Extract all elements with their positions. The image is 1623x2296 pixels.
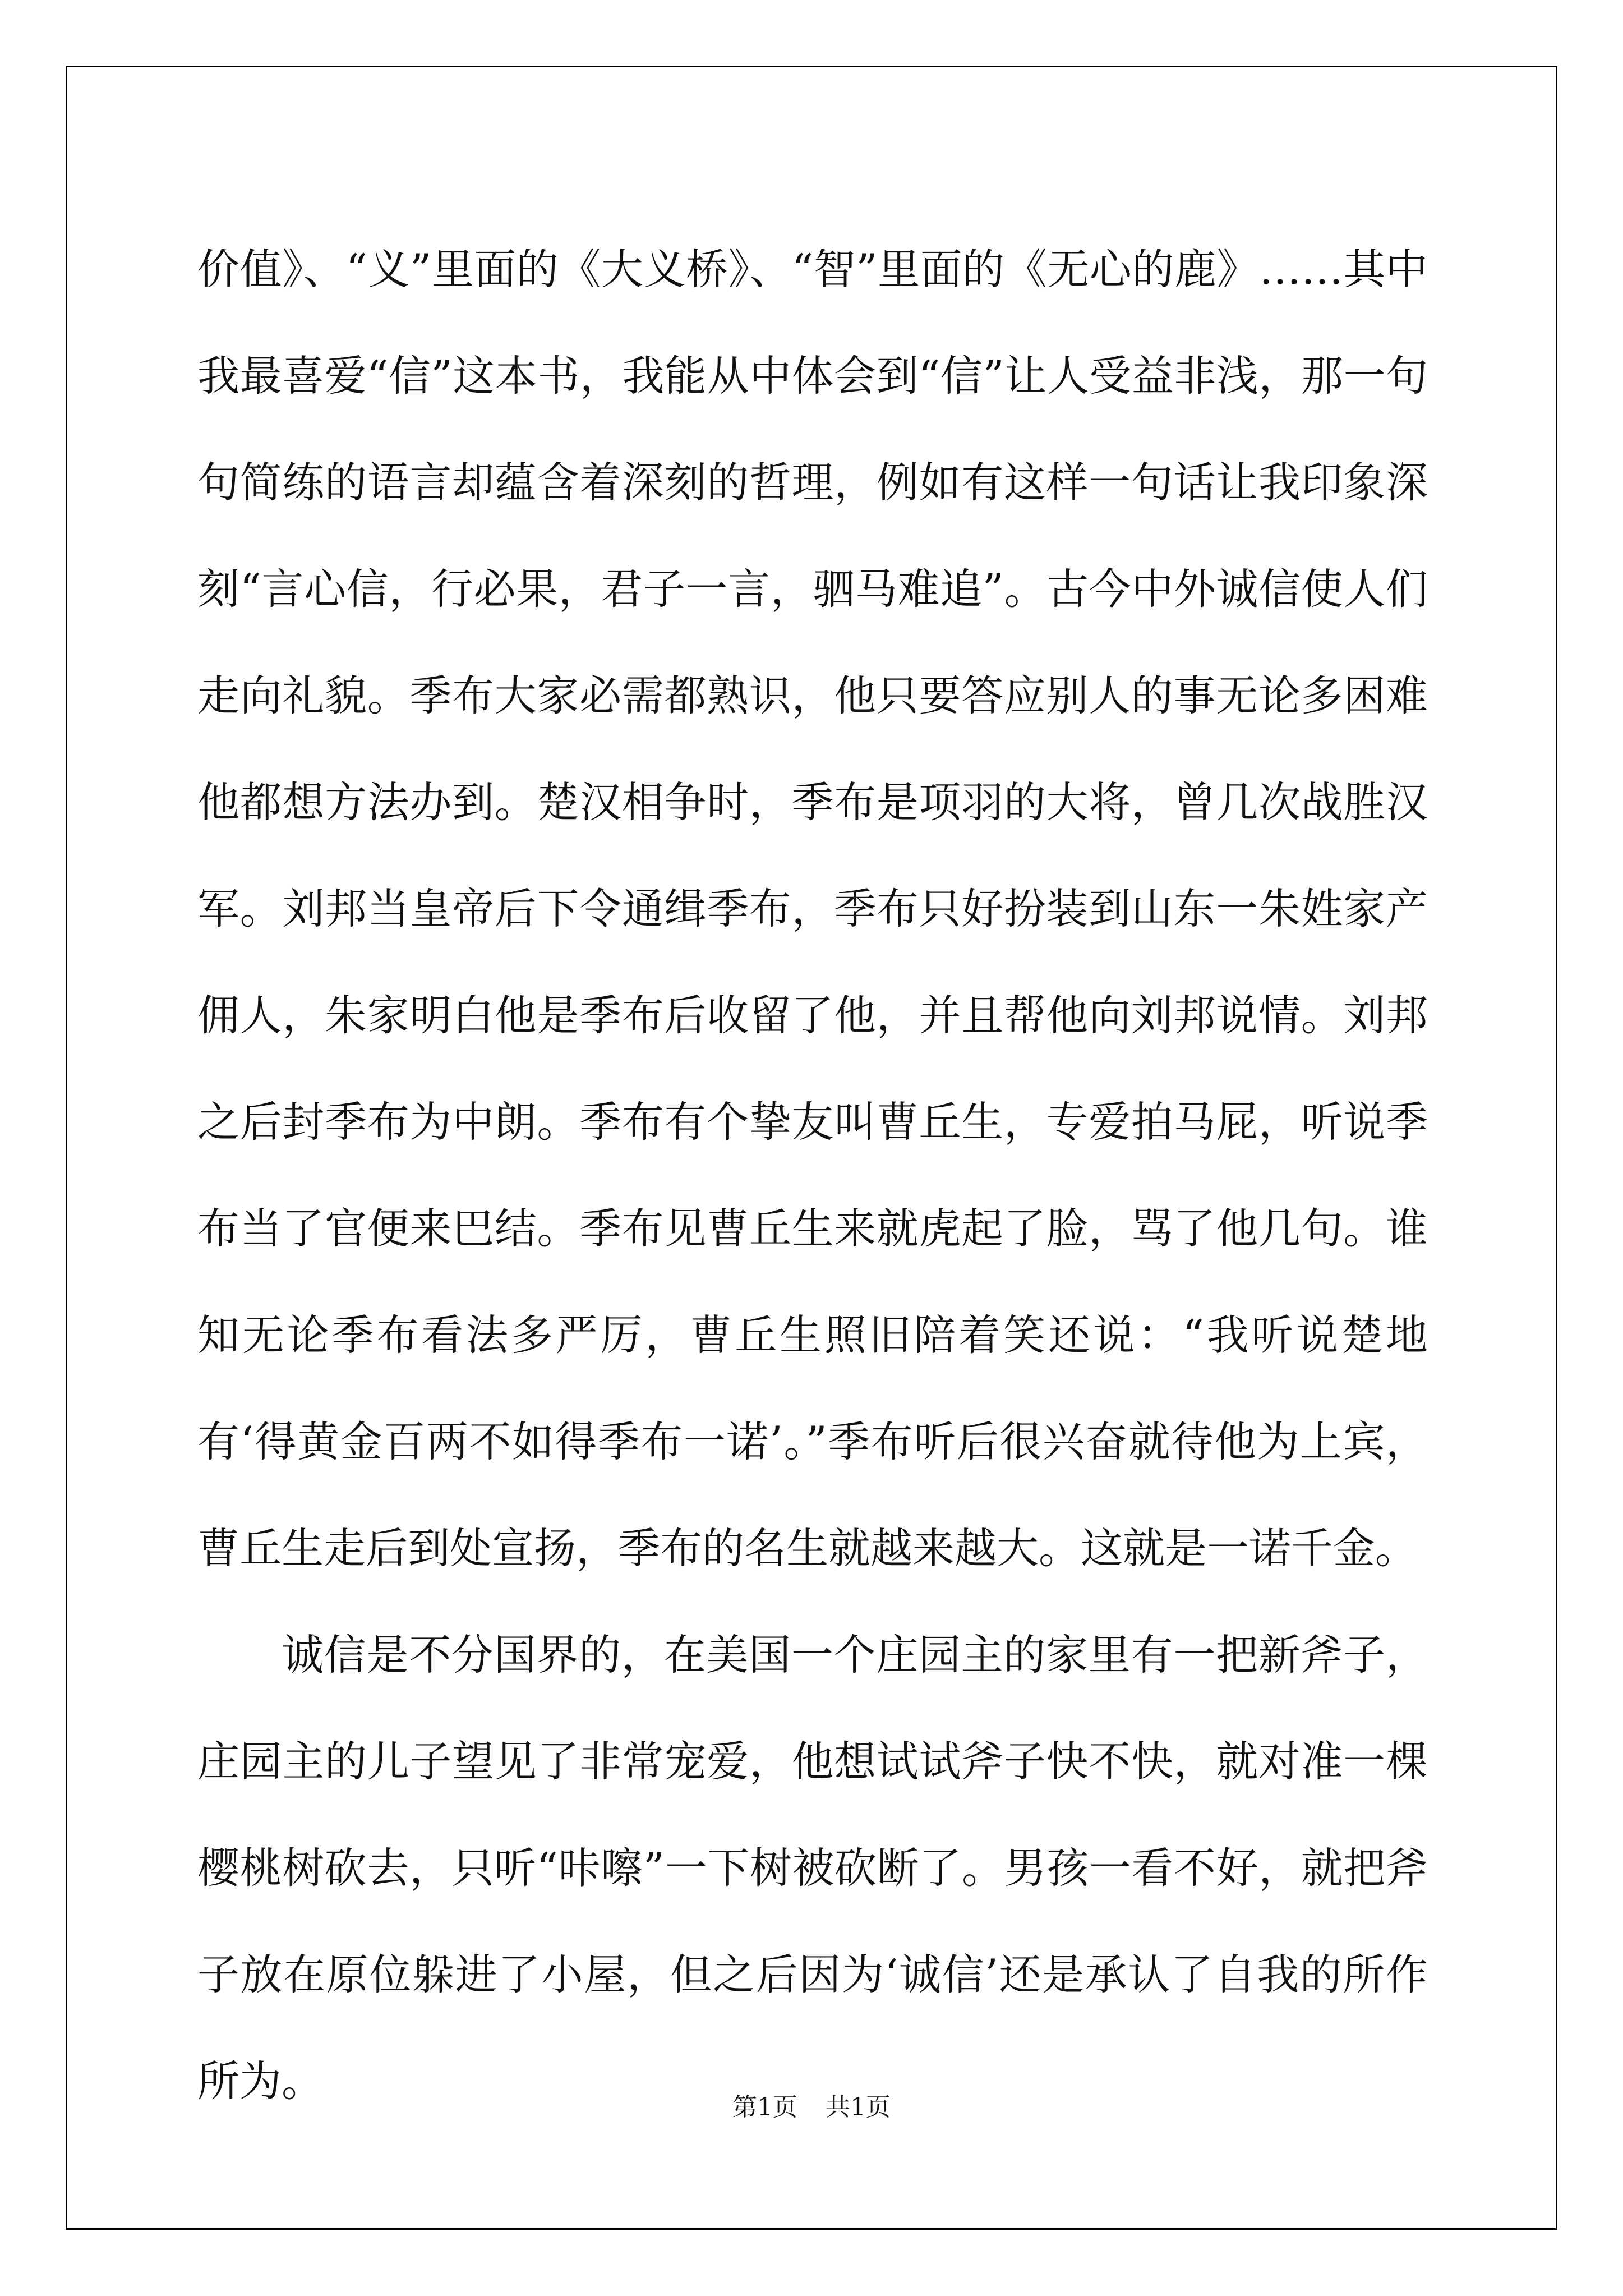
paragraph-1: 价值》、“义”里面的《大义桥》、“智”里面的《无心的鹿》……其中我最喜爱“信”这本书，我能从中体会到“信”让人受益非浅，那一句句简练的语言却蕴含着深刻的哲理，例如有这样一句话让我印象深刻“言心信，行必果，君子一言，驷马难追”。古今中外诚信使人们走向礼貌。季布大家必需都熟识，他只要答应别人的事无论多困难他都想方法办到。楚汉相争时，季布是项羽的大将，曾几次战胜汉军。刘邦当皇帝后下令通缉季布，季布只好扮装到山东一朱姓家产佣人，朱家明白他是季布后收留了他，并且帮他向刘邦说情。刘邦之后封季布为中朗。季布有个挚友叫曹丘生，专爱拍马屁，听说季布当了官便来巴结。季布见曹丘生来就虎起了脸，骂了他几句。谁知无论季布看法多严厉，曹丘生照旧陪着笑还说：“我听说楚地有‘得黄金百两不如得季布一诺’。”季布听后很兴奋就待他为上宾，曹丘生走后到处宣扬，季布的名生就越来越大。这就是一诺千金。 xyxy=(197,245,1428,1573)
total-pages: 共1页 xyxy=(826,2093,891,2122)
paragraph-2: 诚信是不分国界的，在美国一个庄园主的家里有一把新斧子，庄园主的儿子望见了非常宠爱，他想试试斧子快不快，就对准一棵樱桃树砍去，只听“咔嚓”一下树被砍断了。男孩一看不好，就把斧子放在原位躲进了小屋，但之后因为‘诚信’还是承认了自我的所作所为。 xyxy=(197,1630,1428,2106)
page-number: 第1页 xyxy=(732,2093,797,2122)
page-footer xyxy=(0,2087,1623,2123)
document-body xyxy=(197,216,1428,2134)
